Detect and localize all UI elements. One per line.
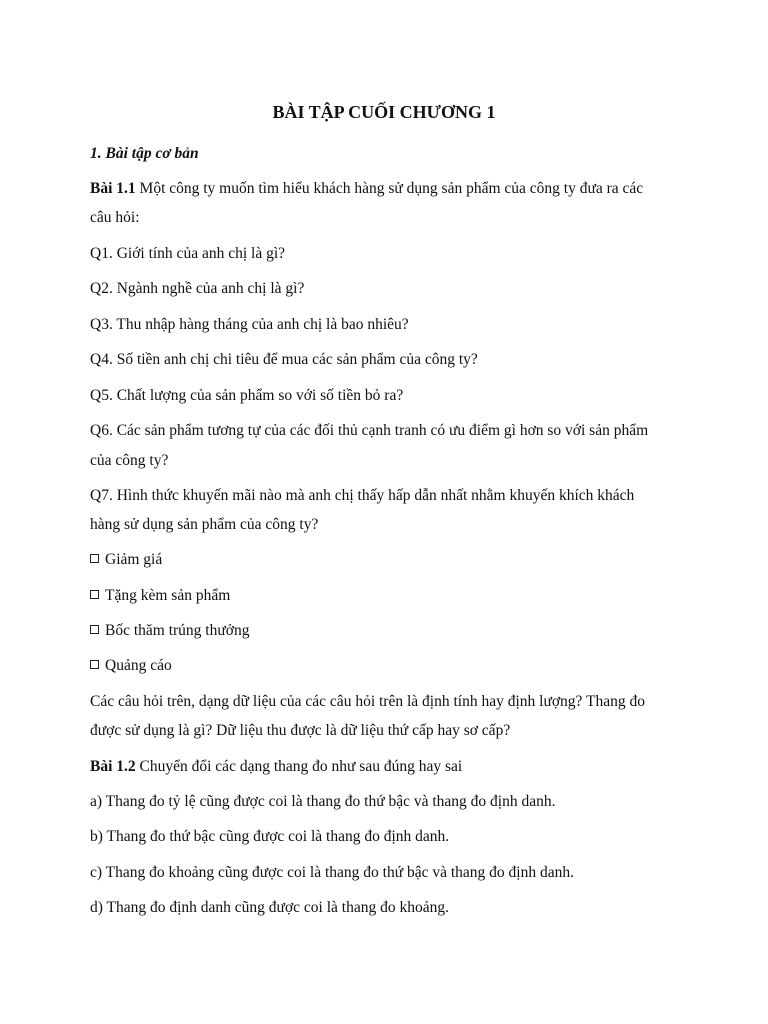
question-q3: Q3. Thu nhập hàng tháng của anh chị là bao nhiêu?: [90, 316, 409, 333]
exercise-2-item-d: d) Thang đo định danh cũng được coi là thang đo khoảng.: [90, 899, 449, 916]
exercise-2-intro-text: Chuyển đổi các dạng thang đo như sau đúng hay sai: [135, 758, 463, 775]
option-item: Tặng kèm sản phẩm: [90, 586, 230, 606]
exercise-1-closing-cont: được sử dụng là gì? Dữ liệu thu được là dữ liệu thứ cấp hay sơ cấp?: [90, 722, 511, 739]
question-q7: Q7. Hình thức khuyến mãi nào mà anh chị thấy hấp dẫn nhất nhằm khuyến khích khách: [90, 487, 635, 504]
question-q6: Q6. Các sản phẩm tương tự của các đối thủ cạnh tranh có ưu điểm gì hơn so với sản phẩm: [90, 422, 649, 439]
exercise-2-item-b: b) Thang đo thứ bậc cũng được coi là thang đo định danh.: [90, 828, 450, 845]
checkbox-square-icon: [90, 554, 99, 563]
exercise-1-intro: [90, 179, 643, 199]
option-item: Bốc thăm trúng thưởng: [90, 621, 249, 641]
question-q6-cont: của công ty?: [90, 452, 169, 469]
exercise-1-closing: Các câu hỏi trên, dạng dữ liệu của các câu hỏi trên là định tính hay định lượng? Thang đo: [90, 693, 645, 710]
exercise-1-intro-text: Một công ty muốn tìm hiểu khách hàng sử dụng sản phẩm của công ty đưa ra các: [135, 180, 644, 197]
question-q7-cont: hàng sử dụng sản phẩm của công ty?: [90, 516, 319, 533]
exercise-2-label: Bài 1.2: [90, 758, 136, 775]
option-item: Quảng cáo: [90, 656, 172, 676]
exercise-2-item-c: c) Thang đo khoảng cũng được coi là thang đo thứ bậc và thang đo định danh.: [90, 864, 574, 881]
exercise-2-item-a: a) Thang đo tỷ lệ cũng được coi là thang đo thứ bậc và thang đo định danh.: [90, 793, 556, 810]
checkbox-square-icon: [90, 625, 99, 634]
question-q1: Q1. Giới tính của anh chị là gì?: [90, 245, 286, 262]
exercise-1-intro-cont: câu hỏi:: [90, 209, 140, 226]
checkbox-square-icon: [90, 590, 99, 599]
checkbox-square-icon: [90, 660, 99, 669]
page-title: BÀI TẬP CUỐI CHƯƠNG 1: [272, 102, 496, 122]
option-item: Giảm giá: [90, 550, 162, 570]
question-q5: Q5. Chất lượng của sản phẩm so với số tiền bỏ ra?: [90, 387, 404, 404]
question-q2: Q2. Ngành nghề của anh chị là gì?: [90, 280, 305, 297]
question-q4: Q4. Số tiền anh chị chi tiêu để mua các sản phẩm của công ty?: [90, 351, 478, 368]
exercise-1-label: Bài 1.1: [90, 180, 136, 197]
section-heading: 1. Bài tập cơ bản: [90, 145, 199, 162]
exercise-2-intro: [90, 757, 462, 777]
